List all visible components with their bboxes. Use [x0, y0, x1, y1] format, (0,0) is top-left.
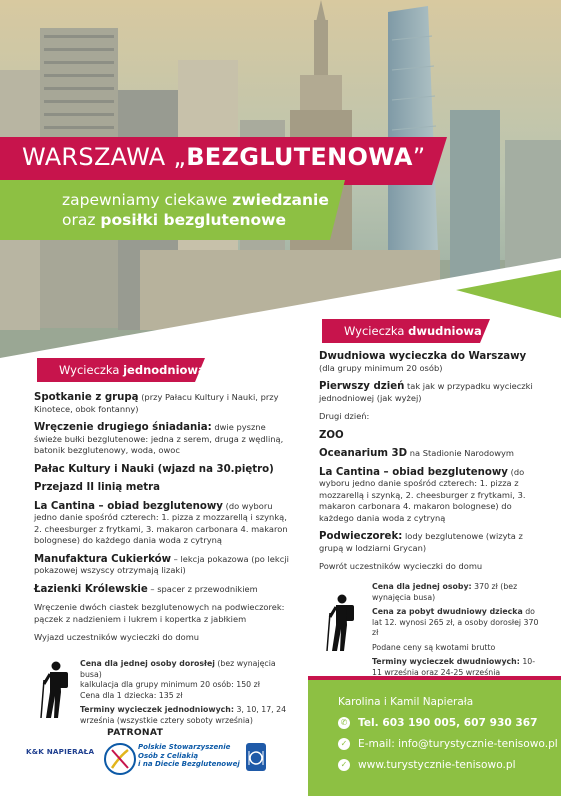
association-line: Osób z Celiakią [138, 751, 199, 760]
item-text: – lekcja pokazowa (po lekcji pokazowej wszyscy otrzymają lizaki) [34, 553, 289, 575]
website-text: www.turystycznie-tenisowo.pl [358, 759, 516, 771]
tab-two-day [322, 319, 490, 343]
price-text: do lat 12. wynosi 265 zł, a osoby dorosłej 370 zł [372, 607, 539, 637]
title-bold: BEZGLUTENOWA [186, 143, 413, 171]
contact-website[interactable] [338, 759, 516, 771]
item-text: dwie pyszne świeże bułki bezglutenowe: jedna z serem, druga z wędliną, batonik bezglutenowy, woda, owoc [34, 422, 284, 455]
price-text: (bez wynajęcia busa) [80, 659, 276, 679]
hiker-icon [38, 660, 72, 720]
tab-one-day [37, 358, 205, 382]
price-label: Cena za pobyt dwudniowy dziecka [372, 607, 523, 616]
two-day-price [372, 582, 544, 682]
contact-box [308, 676, 561, 796]
program-note: Wyjazd uczestników wycieczki do domu [34, 632, 200, 642]
item-text: (do wyboru jedno danie spośród czterech: 1. pizza z mozzarellą i szynką, 2. cheesburger z frytkami, 3. makaron carbonara 4. makaron bolognese) do każdego dania woda z cytryną [34, 500, 288, 545]
kk-napierala-logo: K&K NAPIERAŁA [26, 747, 95, 756]
email-text: E-mail: info@turystycznie-tenisowo.pl [358, 738, 558, 750]
item-heading: Manufaktura Cukierków [34, 553, 172, 565]
program-item [319, 467, 541, 525]
program-item [319, 351, 541, 374]
two-day-program [319, 351, 541, 580]
price-text: Podane ceny są kwotami brutto [372, 642, 496, 652]
program-item [319, 430, 541, 442]
association-line: i na Diecie Bezglutenowej [138, 760, 240, 769]
subtitle-line1: zapewniamy ciekawe [62, 191, 233, 209]
dates-label: Terminy wycieczek jednodniowych: [80, 705, 234, 714]
dates-label: Terminy wycieczek dwudniowych: [372, 657, 520, 666]
item-heading: Wręczenie drugiego śniadania: [34, 422, 212, 433]
item-text: (do wyboru jedno danie spośród czterech: 1. pizza z mozzarellą i szynką, 2. cheesburger z frytkami, 3. makaron carbonara 4. makaron bolognese) do każdego dania woda z cytryną [319, 466, 526, 523]
tab-one-day-label: Wycieczka [59, 363, 124, 377]
item-heading: Dwudniowa wycieczka do Warszawy [319, 351, 527, 362]
page-subtitle [62, 190, 329, 230]
price-label: Cena dla jednej osoby: [372, 582, 472, 591]
item-heading: La Cantina – obiad bezglutenowy [319, 466, 508, 478]
price-label: Cena dla jednej osoby dorosłej [80, 659, 215, 668]
subtitle-line1-bold: zwiedzanie [232, 191, 329, 209]
program-item [34, 422, 296, 457]
contact-email[interactable] [338, 738, 558, 750]
wheat-seal-icon [103, 742, 137, 776]
item-heading: Łazienki Królewskie [34, 583, 148, 595]
item-text: na Stadionie Narodowym [407, 448, 514, 458]
check-icon: ✓ [338, 759, 350, 771]
program-item [34, 392, 296, 415]
item-text: tak jak w przypadku wycieczki jednodniowej (jak wyżej) [319, 381, 533, 403]
title-prefix: WARSZAWA „ [22, 143, 187, 171]
hiker-icon [324, 593, 358, 653]
item-heading: La Cantina – obiad bezglutenowy [34, 500, 223, 512]
title-suffix: ” [412, 143, 426, 171]
price-text: Cena dla 1 dziecka: 135 zł [80, 690, 183, 700]
price-text: 370 zł (bez wynajęcia busa) [372, 582, 518, 602]
item-heading: Podwieczorek: [319, 531, 403, 542]
program-item [319, 381, 541, 404]
dates-text: 3, 10, 17, 24 września (wszystkie cztery soboty września) [80, 705, 287, 725]
program-item [34, 584, 296, 596]
contact-phone[interactable] [338, 717, 538, 729]
item-text: – spacer z przewodnikiem [147, 583, 258, 594]
item-text: (przy Pałacu Kultury i Nauki, przy Kinotece, obok fontanny) [34, 392, 279, 414]
program-note: Powrót uczestników wycieczki do domu [319, 561, 483, 571]
subtitle-line2: oraz [62, 211, 101, 229]
association-line: Polskie Stowarzyszenie [138, 743, 231, 751]
phone-icon: ✆ [338, 717, 350, 729]
one-day-program [34, 392, 296, 651]
item-heading: Spotkanie z grupą [34, 392, 139, 403]
check-icon: ✓ [338, 738, 350, 750]
program-note: Wręczenie dwóch ciastek bezglutenowych na podwieczorek: pączek z nadzieniem i lukrem i kopertka z jabłkiem [34, 602, 285, 624]
page-title [22, 143, 425, 171]
program-item [319, 448, 541, 460]
item-text: lody bezglutenowe (wizyta z grupą w lodziarni Grycan) [319, 531, 523, 553]
patronat-label: PATRONAT [107, 727, 164, 738]
item-heading: Przejazd II linią metra [34, 482, 161, 493]
program-item [319, 531, 541, 554]
program-item [34, 464, 296, 476]
item-text: (dla grupy minimum 20 osób) [319, 362, 443, 373]
dates-text: 10-11 września oraz 24-25 września [372, 657, 536, 677]
tab-one-day-bold: jednodniowa [123, 363, 206, 377]
program-item [34, 482, 296, 494]
association-name [138, 743, 240, 769]
phone-text: Tel. 603 190 005, 607 930 367 [358, 717, 538, 729]
day2-label: Drugi dzień: [319, 411, 370, 421]
program-item [34, 501, 296, 547]
subtitle-line2-bold: posiłki bezglutenowe [100, 211, 286, 229]
one-day-price [80, 659, 298, 730]
price-text: kalkulacja dla grupy minimum 20 osób: 150 zł [80, 680, 260, 689]
item-heading: Pałac Kultury i Nauki (wjazd na 30.piętro) [34, 463, 274, 475]
item-heading: Pierwszy dzień [319, 381, 405, 392]
contact-name: Karolina i Kamil Napierała [338, 696, 474, 708]
tab-two-day-bold: dwudniowa [408, 324, 482, 338]
gluten-free-badge-icon [245, 742, 267, 772]
item-heading: Oceanarium 3D [319, 448, 408, 459]
item-heading: ZOO [319, 429, 344, 441]
tab-two-day-label: Wycieczka [344, 324, 409, 338]
program-item [34, 554, 296, 577]
